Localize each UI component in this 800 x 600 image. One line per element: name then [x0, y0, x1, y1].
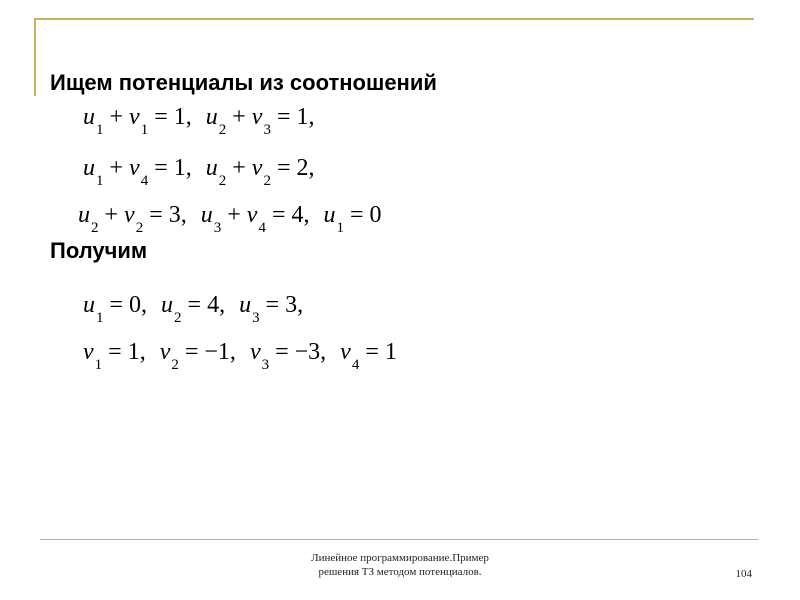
- eq-sub: 3: [213, 220, 222, 236]
- eq-op: = 4,: [271, 202, 310, 228]
- eq-op: = −3,: [275, 339, 327, 365]
- eq-var: v: [129, 155, 140, 181]
- eq-var: v: [159, 339, 171, 365]
- decorative-left-rule: [34, 18, 36, 96]
- footer-caption: [250, 551, 550, 579]
- eq-op: = 0,: [109, 292, 148, 318]
- eq-sub: 1: [96, 122, 104, 138]
- eq-var: u: [161, 292, 174, 318]
- eq-sub: 3: [252, 310, 260, 326]
- eq-sub: 4: [140, 173, 149, 189]
- eq-var: v: [251, 155, 263, 181]
- result-line-1: [83, 290, 304, 326]
- eq-op: +: [232, 155, 246, 181]
- eq-op: = 4,: [187, 292, 226, 318]
- eq-var: v: [251, 104, 263, 130]
- eq-sub: 4: [351, 357, 360, 373]
- eq-op: = 1,: [276, 104, 315, 130]
- eq-op: = 1,: [154, 104, 192, 130]
- eq-op: +: [104, 202, 119, 228]
- eq-sub: 2: [91, 220, 99, 236]
- eq-op: = 1,: [108, 339, 146, 365]
- eq-var: u: [323, 202, 336, 228]
- eq-var: u: [239, 292, 252, 318]
- eq-sub: 2: [218, 173, 227, 189]
- eq-var: u: [83, 292, 95, 318]
- eq-op: = 3,: [265, 292, 304, 318]
- slide-heading: Ищем потенциалы из соотношений: [50, 70, 437, 95]
- eq-var: v: [340, 339, 351, 365]
- eq-sub: 3: [261, 357, 270, 373]
- decorative-top-rule: [34, 18, 754, 20]
- eq-var: u: [83, 155, 95, 181]
- footer-caption-line-1: Линейное программирование.Пример: [311, 552, 489, 564]
- eq-var: u: [205, 155, 218, 181]
- eq-sub: 1: [140, 122, 149, 138]
- eq-sub: 3: [263, 122, 271, 138]
- eq-sub: 1: [336, 220, 344, 236]
- eq-var: v: [249, 339, 261, 365]
- eq-var: v: [129, 104, 140, 130]
- eq-op: = 3,: [149, 202, 187, 228]
- eq-op: +: [232, 104, 246, 130]
- results-heading: Получим: [50, 238, 148, 263]
- equation-line-2: [83, 153, 315, 189]
- eq-sub: 2: [218, 122, 227, 138]
- equation-line-1: [83, 102, 315, 138]
- eq-var: v: [124, 202, 135, 228]
- eq-var: u: [83, 104, 95, 130]
- eq-op: = 2,: [276, 155, 315, 181]
- eq-sub: 1: [96, 310, 104, 326]
- eq-op: +: [109, 104, 124, 130]
- eq-op: +: [109, 155, 124, 181]
- eq-op: = 0: [350, 202, 382, 228]
- eq-sub: 1: [96, 173, 104, 189]
- result-line-2: [83, 337, 397, 373]
- eq-var: v: [83, 339, 94, 365]
- eq-op: = 1,: [154, 155, 192, 181]
- eq-sub: 2: [171, 357, 179, 373]
- eq-var: u: [200, 202, 213, 228]
- footer-caption-line-2: решения ТЗ методом потенциалов.: [318, 566, 482, 578]
- eq-op: +: [227, 202, 241, 228]
- equation-line-3: [78, 200, 382, 236]
- eq-var: u: [78, 202, 90, 228]
- eq-sub: 2: [174, 310, 182, 326]
- eq-op: = 1: [365, 339, 397, 365]
- eq-sub: 2: [135, 220, 144, 236]
- eq-var: v: [246, 202, 258, 228]
- eq-sub: 2: [263, 173, 271, 189]
- footer-rule: [40, 539, 758, 540]
- eq-sub: 4: [258, 220, 266, 236]
- page-number: 104: [735, 568, 752, 580]
- eq-sub: 1: [94, 357, 103, 373]
- eq-op: = −1,: [184, 339, 236, 365]
- eq-var: u: [205, 104, 218, 130]
